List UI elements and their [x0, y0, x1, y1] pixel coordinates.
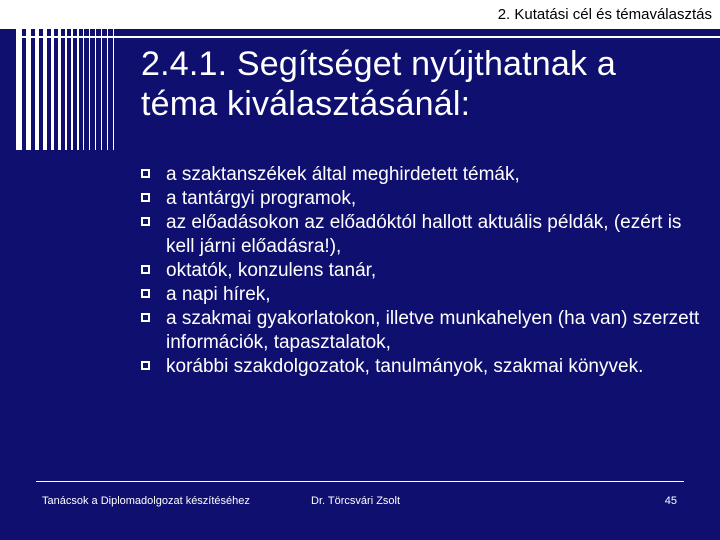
square-bullet-icon	[141, 169, 150, 178]
bullet-list	[141, 163, 701, 379]
decorative-stripe	[107, 29, 108, 150]
footer-divider-line	[36, 481, 684, 482]
bullet-text: korábbi szakdolgozatok, tanulmányok, szakmai könyvek.	[166, 356, 644, 377]
bullet-item	[141, 187, 701, 211]
square-bullet-icon	[141, 265, 150, 274]
decorative-stripe	[35, 29, 39, 150]
decorative-stripe	[95, 29, 96, 150]
decorative-stripes	[16, 29, 126, 150]
bullet-item	[141, 259, 701, 283]
slide-title: 2.4.1. Segítséget nyújthatnak a téma kiválasztásánál:	[141, 45, 616, 123]
square-bullet-icon	[141, 361, 150, 370]
square-bullet-icon	[141, 289, 150, 298]
decorative-stripe	[26, 29, 31, 150]
page-number: 45	[664, 495, 677, 507]
square-bullet-icon	[141, 193, 150, 202]
bullet-text: oktatók, konzulens tanár,	[166, 260, 377, 281]
decorative-stripe	[16, 29, 22, 150]
decorative-stripe	[89, 29, 90, 150]
decorative-stripe	[65, 29, 67, 150]
section-title: 2. Kutatási cél és témaválasztás	[497, 6, 712, 23]
bullet-text: a szakmai gyakorlatokon, illetve munkahelyen (ha van) szerzett információk, tapasztalatok,	[166, 308, 700, 353]
decorative-stripe	[77, 29, 79, 150]
bullet-item	[141, 283, 701, 307]
bullet-item	[141, 163, 701, 187]
title-divider-line	[16, 36, 720, 38]
decorative-stripe	[71, 29, 73, 150]
square-bullet-icon	[141, 313, 150, 322]
decorative-stripe	[101, 29, 102, 150]
footer-author: Dr. Törcsvári Zsolt	[311, 495, 401, 507]
decorative-stripe	[83, 29, 84, 150]
bullet-text: a napi hírek,	[166, 284, 271, 305]
bullet-item	[141, 307, 701, 355]
bullet-text: az előadásokon az előadóktól hallott aktuális példák, (ezért is kell járni előadásra!),	[166, 212, 682, 257]
decorative-stripe	[113, 29, 114, 150]
bullet-text: a szaktanszékek által meghirdetett témák,	[166, 164, 520, 185]
footer-left-text: Tanácsok a Diplomadolgozat készítéséhez	[42, 495, 250, 507]
bullet-item	[141, 211, 701, 259]
decorative-stripe	[58, 29, 61, 150]
bullet-text: a tantárgyi programok,	[166, 188, 357, 209]
decorative-stripe	[51, 29, 54, 150]
bullet-item	[141, 355, 701, 379]
square-bullet-icon	[141, 217, 150, 226]
decorative-stripe	[43, 29, 47, 150]
